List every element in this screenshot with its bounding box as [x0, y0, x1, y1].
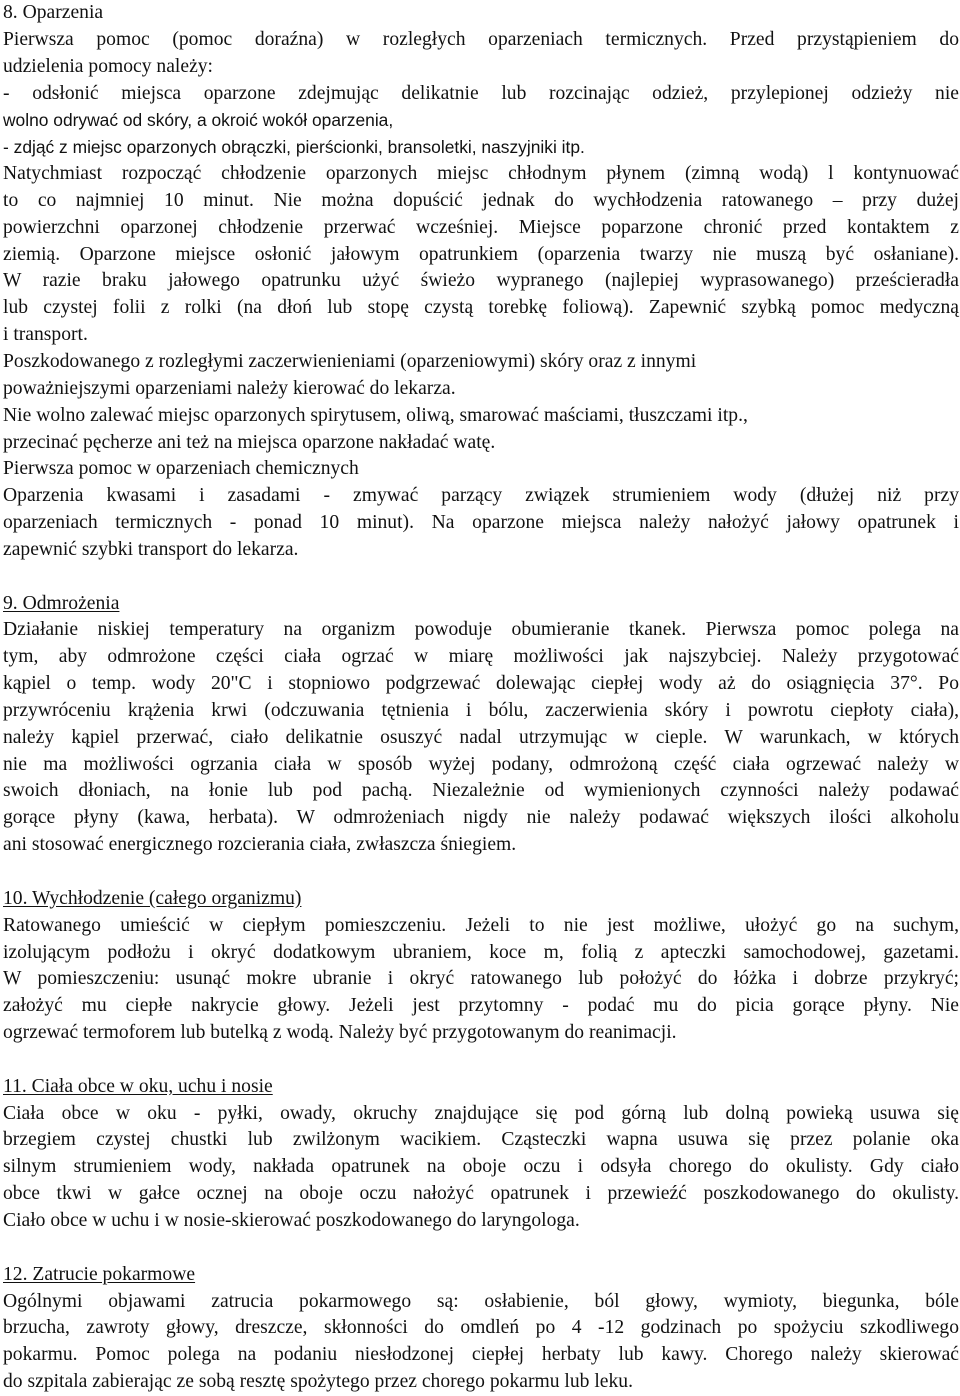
section-zatrucie [3, 1262, 959, 1396]
section-spacer [3, 1235, 959, 1262]
paragraph-line: kąpiel o temp. wody 20"C i stopniowo podgrzewać dolewając ciepłej wody aż do osiągnięcia 37°. Po [3, 673, 959, 695]
paragraph-line: silnym strumieniem wody, nakłada opatrunek na oboje oczu i odsyła chorego do okulisty. Gdy ciało [3, 1156, 959, 1178]
paragraph-line: do szpitala zabierając ze sobą resztę spożytego przez chorego pokarmu lub leku. [3, 1371, 633, 1393]
paragraph-line: swoich dłoniach, na łonie lub pod pachą. Niezależnie od wymienionych czynności należy podawać [3, 780, 959, 802]
paragraph-line: to co najmniej 10 minut. Nie można dopuścić jednak do wychłodzenia ratowanego – przy dużej [3, 189, 959, 211]
subheading-line: Pierwsza pomoc w oparzeniach chemicznych [3, 458, 359, 480]
paragraph-line: Ogólnymi objawami zatrucia pokarmowego są: osłabienie, ból głowy, wymioty, biegunka, bóle [3, 1290, 959, 1312]
paragraph-line: Ciała obce w oku - pyłki, owady, okruchy znajdujące się pod górną lub dolną powieką usuwa się [3, 1102, 959, 1124]
paragraph-line: oparzeniach termicznych - ponad 10 minut). Na oparzone miejsca należy nałożyć jałowy opatrunek i [3, 512, 959, 534]
paragraph-line: obce tkwi w gałce ocznej na oboje oczu nałożyć opatrunek i przewieźć poszkodowanego do okulisty. [3, 1183, 959, 1205]
paragraph-line: pokarmu. Pomoc polega na podaniu niesłodzonej ciepłej herbaty lub kawy. Chorego należy skierować [3, 1344, 959, 1366]
paragraph-line: tym, aby odmrożone części ciała ogrzać w miarę możliwości jak najszybciej. Należy przygotować [3, 646, 959, 668]
paragraph-line: Działanie niskiej temperatury na organizm powoduje obumieranie tkanek. Pierwsza pomoc polega na [3, 619, 959, 641]
paragraph-line: brzegiem czystej chustki lub zwilżonym wacikiem. Cząsteczki wapna usuwa się przez polanie oka [3, 1129, 959, 1151]
section-spacer [3, 1047, 959, 1074]
section-heading [3, 886, 959, 913]
paragraph-line: wolno odrywać od skóry, a okroić wokół oparzenia, [3, 110, 394, 131]
paragraph-line: należy kąpiel przerwać, ciało delikatnie osuszyć nadal utrzymując w cieple. W warunkach, w których [3, 726, 959, 748]
section-heading [3, 591, 959, 618]
section-heading-text: 9. Odmrożenia [3, 592, 120, 614]
paragraph-line: Poszkodowanego z rozległymi zaczerwienieniami (oparzeniowymi) skóry oraz z innymi [3, 350, 697, 372]
paragraph-line: brzucha, zawroty głowy, dreszcze, skłonności do omdleń po 4 -12 godzinach po spożyciu szkodliwego [3, 1317, 959, 1339]
section-heading-text: 10. Wychłodzenie (całego organizmu) [3, 887, 302, 909]
section-heading-text: 12. Zatrucie pokarmowe [3, 1263, 196, 1285]
paragraph-line: poważniejszymi oparzeniami należy kierować do lekarza. [3, 377, 456, 399]
paragraph-line: W razie braku jałowego opatrunku użyć świeżo wypranego (najlepiej wyprasowanego) prześcieradła [3, 270, 959, 292]
paragraph-line: przywróceniu krążenia krwi (odczuwania tętnienia i bólu, zaczerwienia skóry i powrotu ciepłoty ciała), [3, 699, 959, 721]
paragraph-line: Natychmiast rozpocząć chłodzenie oparzonych miejsc chłodnym płynem (zimną wodą) l kontynuować [3, 163, 959, 185]
document-page [3, 0, 959, 1396]
paragraph-line: ziemią. Oparzone miejsce osłonić jałowym opatrunkiem (oparzenia twarzy nie muszą być osłaniane). [3, 243, 959, 265]
section-spacer [3, 859, 959, 886]
paragraph-line: założyć mu ciepłe nakrycie głowy. Jeżeli jest przytomny - podać mu do picia gorące płyny. Nie [3, 995, 959, 1017]
paragraph-line: lub czystej folii z rolki (na dłoń lub stopę czystą torebkę foliową). Zapewnić szybką pomoc medyczną [3, 297, 959, 319]
paragraph-line: przecinać pęcherze ani też na miejsca oparzone nakładać watę. [3, 431, 496, 453]
paragraph-line: nie ma możliwości ogrzania ciała w sposób wyżej podany, odmrożoną część ciała ogrzewać należy w [3, 753, 959, 775]
section-wychlodzenie [3, 886, 959, 1047]
section-oparzenia [3, 0, 959, 564]
section-ciala-obce [3, 1074, 959, 1235]
paragraph-line: ani stosować energicznego rozcierania ciała, zwłaszcza śniegiem. [3, 834, 517, 856]
paragraph-line: izolującym podłożu i okryć dodatkowym ubraniem, koce m, folią z apteczki samochodowej, gazetami. [3, 941, 959, 963]
paragraph-line: Pierwsza pomoc (pomoc doraźna) w rozległych oparzeniach termicznych. Przed przystąpieniem do [3, 28, 959, 50]
section-heading: 8. Oparzenia [3, 2, 104, 23]
section-heading [3, 1262, 959, 1289]
paragraph-line: zapewnić szybki transport do lekarza. [3, 538, 299, 560]
paragraph-line: Nie wolno zalewać miejsc oparzonych spirytusem, oliwą, smarować maściami, tłuszczami itp., [3, 404, 748, 426]
section-odmrozenia [3, 591, 959, 859]
section-heading-text: 11. Ciała obce w oku, uchu i nosie [3, 1075, 273, 1097]
section-spacer [3, 564, 959, 591]
paragraph-line: i transport. [3, 324, 88, 346]
paragraph-line: gorące płyny (kawa, herbata). W odmrożeniach nigdy nie należy podawać większych ilości alkoholu [3, 807, 959, 829]
paragraph-line: W pomieszczeniu: usunąć mokre ubranie i okryć ratowanego lub położyć do łóżka i dobrze przykryć; [3, 968, 959, 990]
paragraph-line: Ciało obce w uchu i w nosie-skierować poszkodowanego do laryngologa. [3, 1209, 580, 1231]
paragraph-line: Oparzenia kwasami i zasadami - zmywać parzący związek strumieniem wody (dłużej niż przy [3, 485, 959, 507]
section-heading [3, 1074, 959, 1101]
paragraph-line: Ratowanego umieścić w ciepłym pomieszczeniu. Jeżeli to nie jest możliwe, ułożyć go na suchym, [3, 914, 959, 936]
paragraph-line: - odsłonić miejsca oparzone zdejmując delikatnie lub rozcinając odzież, przylepionej odzieży nie [3, 82, 959, 104]
paragraph-line: udzielenia pomocy należy: [3, 55, 214, 77]
paragraph-line: ogrzewać termoforem lub butelką z wodą. Należy być przygotowanym do reanimacji. [3, 1022, 677, 1044]
paragraph-line: - zdjąć z miejsc oparzonych obrączki, pierścionki, bransoletki, naszyjniki itp. [3, 137, 585, 158]
paragraph-line: powierzchni oparzonej chłodzenie przerwać wcześniej. Miejsce poparzone chronić przed kontaktem z [3, 216, 959, 238]
